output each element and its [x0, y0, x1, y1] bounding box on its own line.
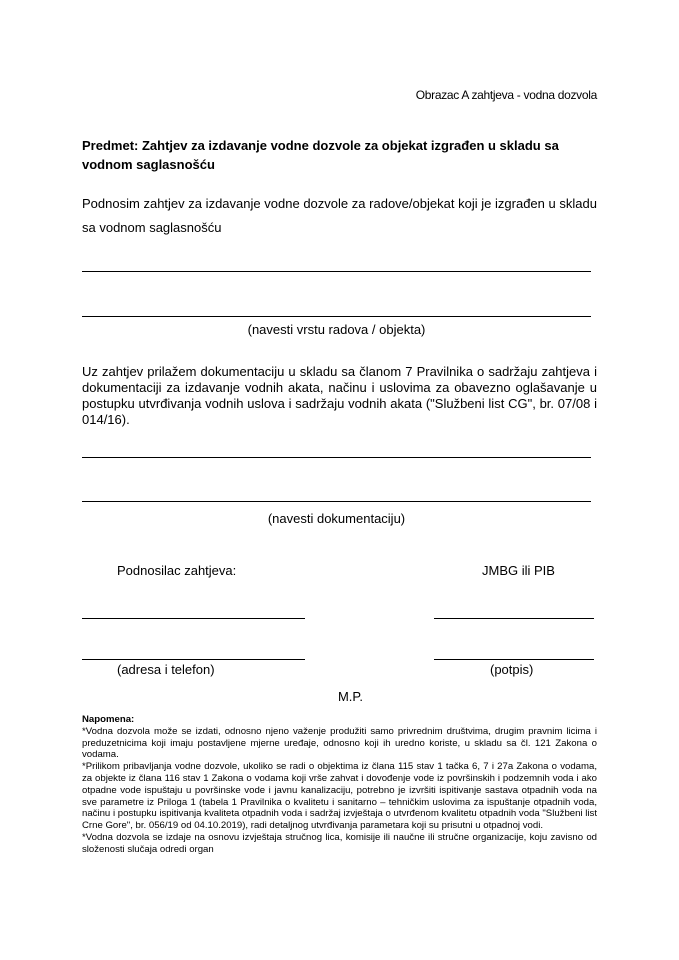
notes-title: Napomena: — [82, 714, 135, 725]
address-input-line[interactable] — [82, 659, 305, 660]
id-label: JMBG ili PIB — [482, 563, 555, 578]
id-input-line[interactable] — [434, 618, 594, 619]
subject-heading: Predmet: Zahtjev za izdavanje vodne dozvole za objekat izgrađen u skladu sa vodnom saglasnošću — [82, 138, 559, 172]
stamp-label: M.P. — [337, 689, 364, 704]
applicant-label: Podnosilac zahtjeva: — [117, 563, 237, 578]
applicant-input-line[interactable] — [82, 618, 305, 619]
notes-section — [82, 714, 597, 856]
docs-input-line-1[interactable] — [82, 457, 591, 458]
note-item: *Prilikom pribavljanja vodne dozvole, ukoliko se radi o objektima iz člana 115 stav 1 tačka 6, 7 i 27a Zakona o vodama, za objekte iz člana 116 stav 1 Zakona o vodama koji vrše zahvat i dovođenje vode iz površinskih i podzemnih voda i ako otpadne vode ispuštaju u površinske vode i javnu kanalizaciju, potrebno je izvršiti ispitivanje sastava otpadnih voda na sve parametre iz Priloga 1 (tabela 1 Pravilnika o kvalitetu i sanitarno – tehničkim uslovima za ispuštanje otpadnih voda, načinu i postupku ispitivanja kvaliteta otpadnih voda i sadržaj izvještaja o utvrđenom kvalitetu otpadnih voda "Službeni list Crne Gore", br. 056/19 od 04.10.2019), radi detaljnog utvrđivanja parametara koji su prisutni u otpadnoj vodi. — [82, 761, 597, 832]
note-item: *Vodna dozvola se izdaje na osnovu izvještaja stručnog lica, komisije ili naučne ili stručne organizacije, koju zavisno od složenosti slučaja odredi organ — [82, 831, 597, 855]
signature-input-line[interactable] — [434, 659, 594, 660]
form-label: Obrazac A zahtjeva - vodna dozvola — [415, 88, 597, 102]
works-hint: (navesti vrstu radova / objekta) — [247, 322, 426, 337]
works-input-line-2[interactable] — [82, 316, 591, 317]
works-input-line-1[interactable] — [82, 271, 591, 272]
documentation-paragraph: Uz zahtjev prilažem dokumentaciju u skladu sa članom 7 Pravilnika o sadržaju zahtjeva i dokumentaciji za izdavanje vodnih akata, načinu i uslovima za obavezno oglašavanje u postupku utvrđivanja vodnih uslova i sadržaju vodnih akata ("Službeni list CG", br. 07/08 i 014/16). — [82, 364, 597, 427]
intro-paragraph: Podnosim zahtjev za izdavanje vodne dozvole za radove/objekat koji je izgrađen u skladu sa vodnom saglasnošću — [82, 196, 597, 235]
address-label: (adresa i telefon) — [117, 662, 215, 677]
docs-input-line-2[interactable] — [82, 501, 591, 502]
docs-hint: (navesti dokumentaciju) — [267, 511, 406, 526]
note-item: *Vodna dozvola može se izdati, odnosno njeno važenje produžiti samo privrednim društvima, drugim pravnim licima i preduzetnicima koji imaju postavljene mjerne uređaje, odnosno koji ih uredno koriste, u skladu sa čl. 121 Zakona o vodama. — [82, 725, 597, 761]
signature-label: (potpis) — [490, 662, 534, 677]
